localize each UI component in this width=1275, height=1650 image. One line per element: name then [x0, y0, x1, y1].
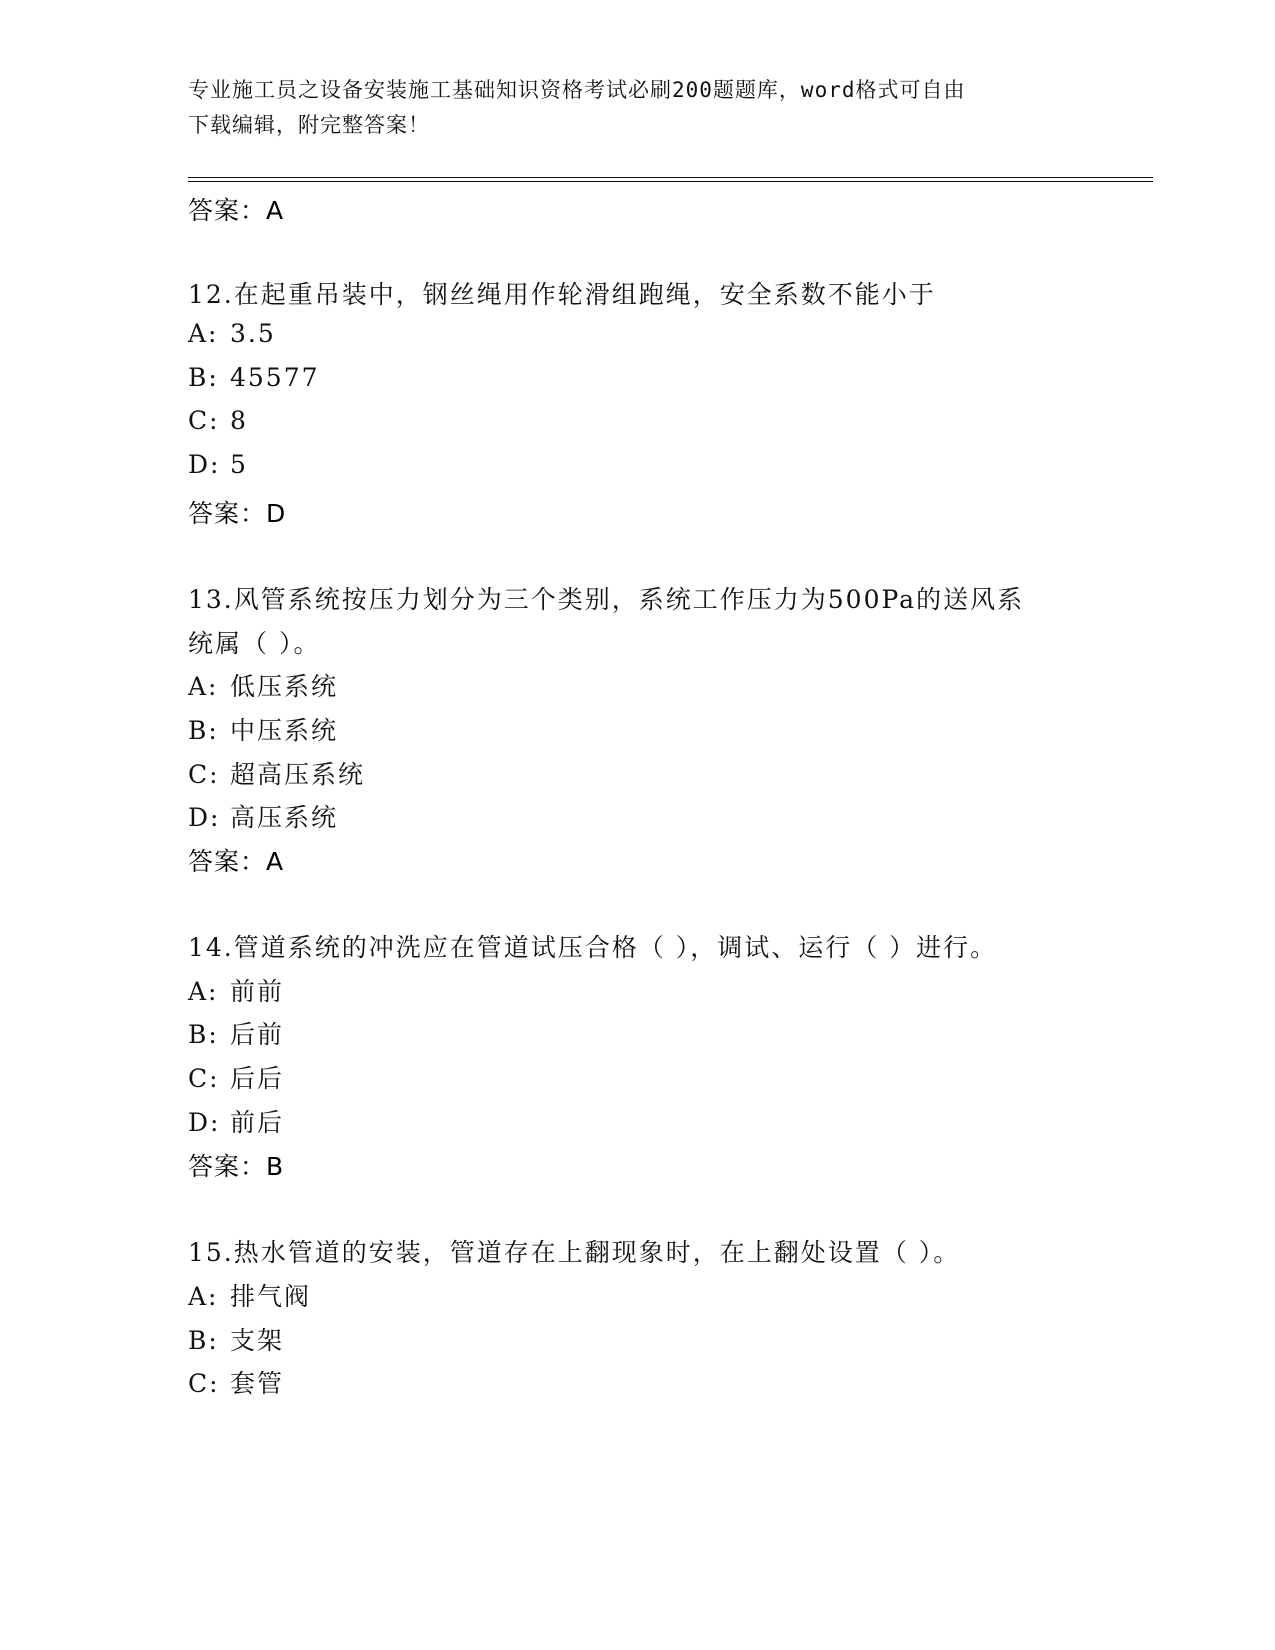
option-text: 前后 — [230, 1108, 285, 1137]
option-letter: A: — [188, 977, 219, 1006]
question-12-option-b — [188, 363, 320, 392]
question-12-option-a — [188, 319, 276, 348]
answer-q14: 答案：B — [188, 1152, 285, 1181]
header-divider-bottom — [188, 181, 1153, 182]
question-13-option-d — [188, 798, 338, 834]
question-13-text-line-2: 统属（ ）。 — [188, 629, 321, 658]
option-letter: D: — [188, 1108, 221, 1137]
option-text: 支架 — [230, 1326, 285, 1355]
question-14-option-a — [188, 972, 284, 1008]
question-13-option-a — [188, 667, 338, 703]
question-14-option-c — [188, 1059, 284, 1095]
option-letter: C: — [188, 406, 220, 435]
option-letter: B: — [188, 1020, 219, 1049]
option-text: 后前 — [230, 1020, 285, 1049]
option-letter: D: — [188, 450, 221, 479]
option-letter: A: — [188, 1282, 219, 1311]
answer-q12: 答案：D — [188, 499, 287, 528]
question-12-option-d — [188, 450, 248, 479]
option-text: 后后 — [230, 1064, 285, 1093]
question-15-text: 15.热水管道的安装，管道存在上翻现象时，在上翻处设置（ ）。 — [188, 1238, 961, 1267]
option-letter: C: — [188, 1064, 220, 1093]
question-14-option-d — [188, 1103, 284, 1139]
option-letter: B: — [188, 363, 219, 392]
option-text: 前前 — [230, 977, 285, 1006]
question-14-option-b — [188, 1015, 284, 1051]
question-12-text: 12.在起重吊装中，钢丝绳用作轮滑组跑绳，安全系数不能小于 — [188, 280, 936, 309]
header-title-line-1: 专业施工员之设备安装施工基础知识资格考试必刷200题题库，word格式可自由 — [188, 78, 966, 102]
question-15-option-a — [188, 1277, 311, 1313]
option-text: 低压系统 — [230, 672, 339, 701]
document-header — [188, 73, 1078, 143]
option-letter: A: — [188, 319, 219, 348]
option-letter: C: — [188, 1369, 220, 1398]
option-letter: C: — [188, 760, 220, 789]
option-text: 45577 — [230, 363, 320, 392]
option-text: 3.5 — [230, 319, 276, 348]
header-title-line-2: 下载编辑，附完整答案！ — [188, 113, 430, 137]
option-text: 5 — [230, 450, 248, 479]
option-text: 中压系统 — [230, 716, 339, 745]
option-letter: A: — [188, 672, 219, 701]
option-letter: B: — [188, 716, 219, 745]
answer-q13: 答案：A — [188, 847, 285, 876]
option-text: 超高压系统 — [230, 760, 366, 789]
option-text: 套管 — [230, 1369, 285, 1398]
question-12-option-c — [188, 406, 248, 435]
option-letter: D: — [188, 803, 221, 832]
question-15-option-b — [188, 1321, 284, 1357]
question-13-text-line-1: 13.风管系统按压力划分为三个类别，系统工作压力为500Pa的送风系 — [188, 585, 1025, 614]
question-15-option-c — [188, 1364, 284, 1400]
question-13-option-c — [188, 755, 365, 791]
option-text: 高压系统 — [230, 803, 339, 832]
option-text: 排气阀 — [230, 1282, 312, 1311]
question-14-text: 14.管道系统的冲洗应在管道试压合格（ ），调试、运行（ ）进行。 — [188, 933, 998, 962]
header-divider-top — [188, 177, 1153, 178]
question-13-option-b — [188, 711, 338, 747]
answer-q11: 答案：A — [188, 196, 285, 225]
option-letter: B: — [188, 1326, 219, 1355]
option-text: 8 — [230, 406, 248, 435]
